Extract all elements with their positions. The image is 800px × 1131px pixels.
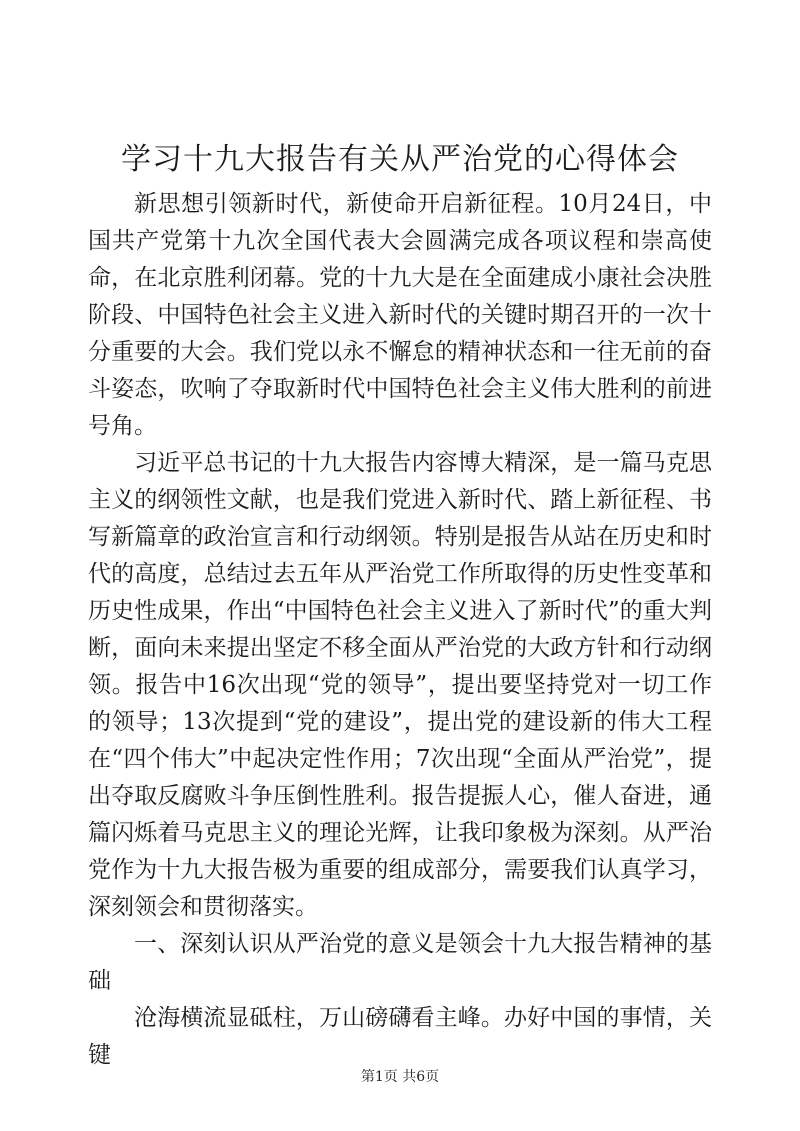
document-body	[88, 186, 712, 1074]
document-title: 学习十九大报告有关从严治党的心得体会	[121, 142, 679, 177]
section-heading-1: 一、深刻认识从严治党的意义是领会十九大报告精神的基础	[88, 931, 712, 994]
paragraph-2: 习近平总书记的十九大报告内容博大精深，是一篇马克思主义的纲领性文献，也是我们党进入新时代、踏上新征程、书写新篇章的政治宣言和行动纲领。特别是报告从站在历史和时代的高度，总结过去五年从严治党工作所取得的历史性变革和历史性成果，作出“中国特色社会主义进入了新时代”的重大判断，面向未来提出坚定不移全面从严治党的大政方针和行动纲领。报告中16次出现“党的领导”，提出要坚持党对一切工作的领导；13次提到“党的建设”，提出党的建设新的伟大工程在“四个伟大”中起决定性作用；7次出现“全面从严治党”，提出夺取反腐败斗争压倒性胜利。报告提振人心，催人奋进，通篇闪烁着马克思主义的理论光辉，让我印象极为深刻。从严治党作为十九大报告极为重要的组成部分，需要我们认真学习，深刻领会和贯彻落实。	[88, 450, 712, 920]
paragraph-3: 沧海横流显砥柱，万山磅礴看主峰。办好中国的事情，关键	[88, 1005, 712, 1068]
paragraph-1: 新思想引领新时代，新使命开启新征程。10月24日，中国共产党第十九次全国代表大会圆满完成各项议程和崇高使命，在北京胜利闭幕。党的十九大是在全面建成小康社会决胜阶段、中国特色社会主义进入新时代的关键时期召开的一次十分重要的大会。我们党以永不懈怠的精神状态和一往无前的奋斗姿态，吹响了夺取新时代中国特色社会主义伟大胜利的前进号角。	[88, 191, 712, 439]
page-number-footer: 第1页 共6页	[360, 1069, 440, 1085]
